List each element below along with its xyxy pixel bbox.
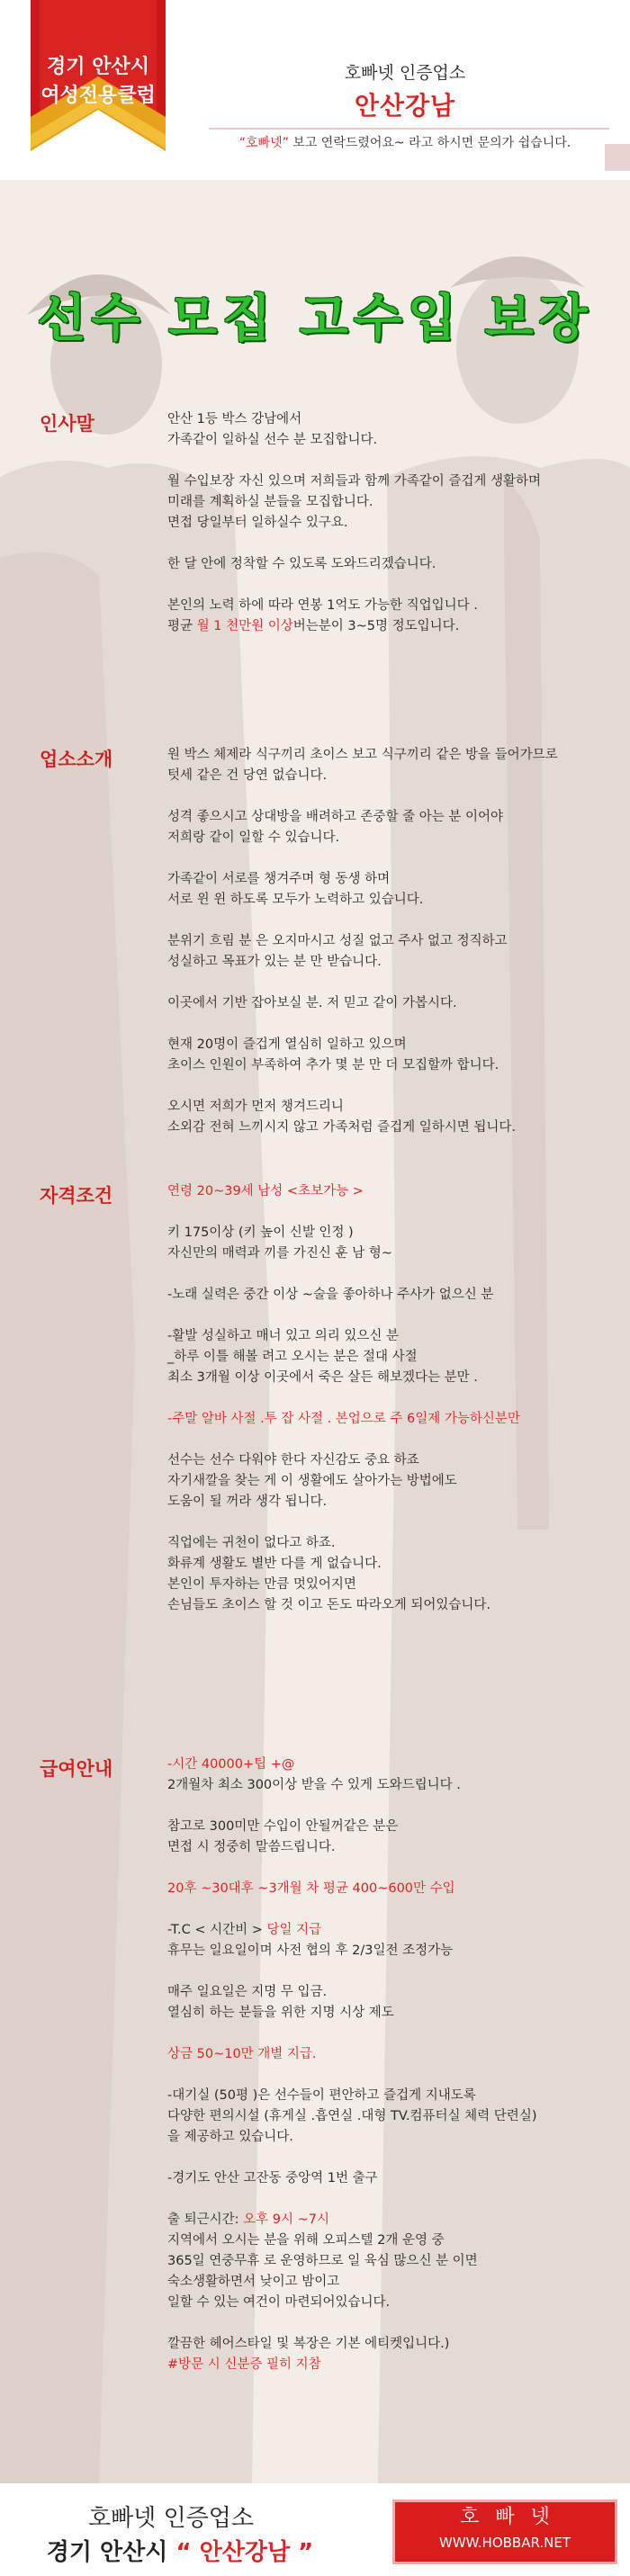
ribbon-region: 경기 안산시 [47,56,149,78]
body-text: 2개월차 최소 300이상 받을 수 있게 도와드립니다 . [167,1778,461,1792]
highlight-text: -시간 40000+팁 +@ [167,1757,295,1772]
paragraph [167,2210,603,2313]
paragraph [167,1223,603,1264]
body-text: -대기실 (50평 )은 선수들이 편안하고 즐겁게 지내도록 [167,2088,476,2103]
footer-quote-close: ” [290,2539,314,2566]
paragraph [167,1920,603,1961]
body-text: 휴무는 일요일이며 사전 협의 후 2/3일전 조정가능 [167,1943,454,1958]
paragraph [167,745,603,786]
paragraph [167,1755,603,1796]
section-body [167,409,603,658]
footer-region: 경기 안산시 [46,2539,176,2566]
body-text: 직업에는 귀천이 없다고 하죠. [167,1536,336,1550]
body-text: 성격 좋으시고 상대방을 배려하고 존중할 줄 아는 분 이어야 [167,810,504,824]
footer-shop-line [18,2534,342,2567]
paragraph [167,1285,603,1306]
paragraph [167,1817,603,1858]
footer [0,2483,630,2576]
highlight-text: -주말 알바 사절 .투 잡 사절 . 본업으로 주 6일제 가능하신분만 [167,1412,520,1426]
body-text: 분위기 흐림 분 은 오지마시고 성질 없고 주사 없고 정직하고 [167,934,508,948]
body-text: 자기새깔을 찾는 게 이 생활에도 살아가는 방법에도 [167,1474,457,1488]
body-text: 오시면 저희가 먼저 챙겨드리니 [167,1100,344,1114]
paragraph [167,1982,603,2024]
ribbon-text [13,54,184,112]
site-badge-url: WWW.HOBBAR.NET [439,2535,571,2551]
paragraph [167,471,603,534]
body-text: 버는분이 3~5명 정도입니다. [292,619,460,633]
body-text: 자신만의 매력과 끼를 가진신 훈 남 형~ [167,1246,392,1261]
body-text: 서로 윈 윈 하도록 모두가 노력하고 있습니다. [167,893,424,907]
paragraph [167,1533,603,1616]
body-text: -노래 실력은 중간 이상 ~술을 좋아하나 주사가 없으신 분 [167,1288,494,1302]
body-text: 안산 1등 박스 강남에서 [167,412,302,426]
paragraph [167,409,603,451]
body-text: 초이스 인원이 부족하여 추가 몇 분 만 더 모집할까 합니다. [167,1058,500,1073]
body-text: 가족같이 서로를 챙겨주며 형 동생 하며 [167,872,391,886]
highlight-text: 연령 20~39세 남성 <초보가능 > [167,1184,364,1198]
body-text: 텃세 같은 건 당연 없습니다. [167,768,328,783]
body-text: 손님들도 초이스 할 것 이고 돈도 따라오게 되어있습니다. [167,1598,491,1612]
body-text: 참고로 300미만 수입이 안될꺼같은 분은 [167,1819,399,1834]
section-label: 자격조건 [40,1185,113,1207]
footer-quote-open: “ [176,2539,192,2566]
paragraph [167,931,603,973]
body-text: 성실하고 목표가 있는 분 만 받습니다. [167,955,382,969]
body-text: 저희랑 같이 일할 수 있습니다. [167,830,340,845]
contact-tip-text: 보고 연락드렸어요~ 라고 하시면 문의가 쉽습니다. [288,136,572,150]
paragraph [167,993,603,1014]
section-body [167,745,603,1159]
body-text: -T.C < 시간비 > [167,1923,267,1937]
body-text: 선수는 선수 다워야 한다 자신감도 중요 하죠 [167,1453,419,1468]
section-label: 인사말 [40,413,94,435]
paragraph [167,554,603,575]
body-text: 본인이 투자하는 만큼 멋있어지면 [167,1577,356,1592]
section-label: 업소소개 [40,749,113,770]
paragraph [167,2044,603,2065]
body-text: 을 제공하고 있습니다. [167,2130,293,2144]
paragraph [167,1097,603,1138]
ribbon-category: 여성전용클럽 [40,85,156,107]
body-text: 면접 시 정중히 말씀드립니다. [167,1840,336,1854]
paragraph [167,1326,603,1388]
body-text: 매주 일요일은 지명 무 입금. [167,1985,328,1999]
section-body [167,1181,603,1637]
paragraph [167,1409,603,1430]
body-text: 365일 연중무휴 로 운영하므로 일 육심 많으신 분 이면 [167,2254,478,2268]
paragraph [167,869,603,911]
header [0,0,630,180]
body-text: 도움이 될 꺼라 생각 됩니다. [167,1494,328,1509]
body-text: 월 수입보장 자신 있으며 저희들과 함께 가족같이 즐겁게 생활하며 [167,474,542,489]
paragraph [167,1879,603,1899]
body-text: 키 175이상 (키 높이 신발 인정 ) [167,1225,354,1240]
section-body [167,1755,603,2396]
header-divider [209,128,609,130]
section-label: 급여안내 [40,1758,113,1780]
body-text: 숙소생활하면서 낮이고 밤이고 [167,2275,340,2289]
body-text: _하루 이틀 해볼 려고 오시는 분은 절대 사절 [167,1350,418,1364]
body-text: 본인의 노력 하에 따라 연봉 1억도 가능한 직업입니다 . [167,598,478,613]
paragraph [167,1035,603,1076]
body-text: 원 박스 체제라 식구끼리 초이스 보고 식구끼리 같은 방을 들어가므로 [167,748,558,762]
contact-tip [189,133,621,151]
footer-shop-name: 안산강남 [191,2539,291,2566]
body-text: 소외감 전혀 느끼시지 않고 가족처럼 즐겁게 일하시면 됩니다. [167,1120,517,1135]
paragraph [167,1181,603,1202]
paragraph [167,2334,603,2375]
contact-tip-highlight: “호빠넷” [238,136,289,150]
corner-decoration [605,144,630,171]
body-text: 이곳에서 기반 잡아보실 분. 저 믿고 같이 가봅시다. [167,996,457,1010]
highlight-text: 상금 50~10만 개별 지급. [167,2047,317,2061]
body-text: 면접 당일부터 일하실수 있구요. [167,516,348,530]
body-text: 깔끔한 헤어스타일 및 복장은 기본 에티켓입니다.) [167,2337,450,2351]
highlight-text: #방문 시 신분증 필히 지참 [167,2357,321,2372]
body-text: 현재 20명이 즐겁게 열심히 일하고 있으며 [167,1037,407,1052]
body-text: 다양한 편의시설 (휴게실 .흡연실 .대형 TV.컴퓨터실 체력 단련실) [167,2109,537,2123]
body-text: 일할 수 있는 여건이 마련되어있습니다. [167,2295,391,2310]
body-text: 가족같이 일하실 선수 분 모집합니다. [167,433,378,447]
paragraph [167,2168,603,2189]
paragraph [167,807,603,848]
site-badge-link[interactable] [392,2500,617,2564]
paragraph [167,596,603,637]
shop-name: 안산강남 [354,91,456,121]
body-text: 지역에서 오시는 분을 위해 오피스텔 2개 운영 중 [167,2233,445,2248]
body-text: 최소 3개월 이상 이곳에서 죽은 살든 해보겠다는 분만 . [167,1370,478,1385]
highlight-text: 20후 ~30대후 ~3개월 차 평균 400~600만 수입 [167,1881,455,1896]
body-text: 한 달 안에 정착할 수 있도록 도와드리겠습니다. [167,557,436,571]
highlight-text: 오후 9시 ~7시 [243,2212,329,2227]
highlight-text: 월 1 천만원 이상 [196,619,293,633]
body-text: -활발 성실하고 매너 있고 의리 있으신 분 [167,1329,399,1343]
content-area [0,180,630,2483]
body-text: 미래를 계획하실 분들을 모집합니다. [167,495,374,509]
footer-certified-label: 호빠넷 인증업소 [87,2505,255,2532]
body-text: 열심히 하는 분들을 위한 지명 시상 제도 [167,2006,394,2020]
body-text: 화류계 생활도 별반 다를 게 없습니다. [167,1557,382,1571]
paragraph [167,1450,603,1512]
body-text: 출 퇴근시간: [167,2212,244,2227]
page-title: 선수 모집 고수입 보장 [37,290,593,348]
highlight-text: 당일 지급 [266,1923,322,1937]
certified-label: 호빠넷 인증업소 [344,63,466,83]
body-text: -경기도 안산 고잔동 중앙역 1번 출구 [167,2171,378,2186]
site-badge-title: 호빠넷 [460,2506,566,2528]
paragraph [167,2086,603,2148]
body-text: 평균 [167,619,197,633]
